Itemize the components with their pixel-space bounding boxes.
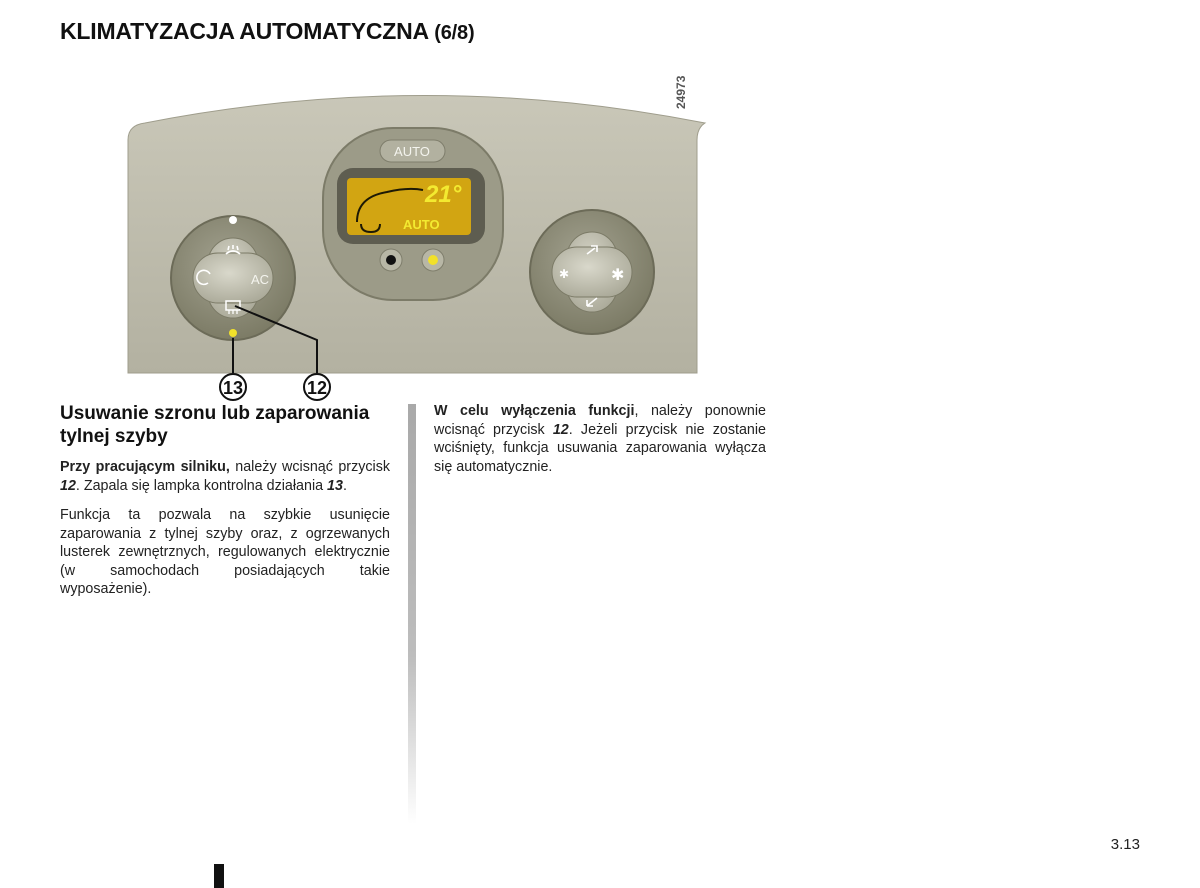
lcd-mode: AUTO — [403, 217, 440, 232]
ac-button-label: AC — [251, 272, 270, 287]
paragraph-function: Funkcja ta pozwala na szybkie usunięcie zaparowania z tylnej szyby oraz, z ogrzewanych lusterek zewnętrznych, regulowanych elektrycznie (w samochodach posiadających takie wyposażenie). — [60, 507, 390, 597]
figure-reference-number: 24973 — [674, 75, 688, 109]
callout-12-label: 12 — [306, 378, 328, 398]
callout-13-label: 13 — [222, 378, 244, 398]
section-heading: Usuwanie szronu lub zaparowania tylnej szyby — [60, 403, 370, 447]
paragraph-lead: Przy pracującym silniku, — [60, 459, 230, 475]
paragraph-text: . — [342, 477, 347, 494]
auto-button-label: AUTO — [394, 144, 430, 159]
warning-light-13 — [229, 329, 237, 337]
fan-low-icon: ✱ — [559, 267, 570, 281]
button-ref-12: 12 — [60, 477, 76, 494]
paragraph-text: , należy ponownie wcisnąć przycisk — [434, 403, 767, 438]
paragraph-lead: W celu wyłączenia funkcji — [434, 403, 635, 419]
paragraph-deactivation — [434, 402, 766, 476]
paragraph-text: należy wcisnąć przycisk — [229, 459, 390, 475]
paragraph-activation — [60, 458, 390, 495]
column-divider — [408, 404, 416, 824]
lcd-temperature: 21° — [425, 181, 462, 208]
button-ref-12: 12 — [552, 421, 569, 438]
climate-control-illustration — [125, 70, 725, 405]
mode-dot-white — [229, 216, 237, 224]
fan-high-icon: ✱ — [611, 267, 625, 284]
page-edge-mark — [214, 864, 224, 888]
left-column — [60, 402, 390, 610]
page-number: 3.13 — [1110, 836, 1140, 853]
control-panel-drawing — [125, 70, 725, 405]
indicator-ref-13: 13 — [327, 477, 343, 494]
right-column — [434, 402, 766, 487]
title-text: KLIMATYZACJA AUTOMATYCZNA — [60, 18, 429, 44]
paragraph-text: . Jeżeli przycisk nie zostanie wciśnięty, funkcja usuwania zaparowania wyłącza się automatycznie. — [434, 421, 766, 475]
paragraph-text: . Zapala się lampka kontrolna działania — [75, 477, 328, 494]
page-title — [60, 18, 474, 45]
title-section-index: (6/8) — [434, 22, 475, 44]
